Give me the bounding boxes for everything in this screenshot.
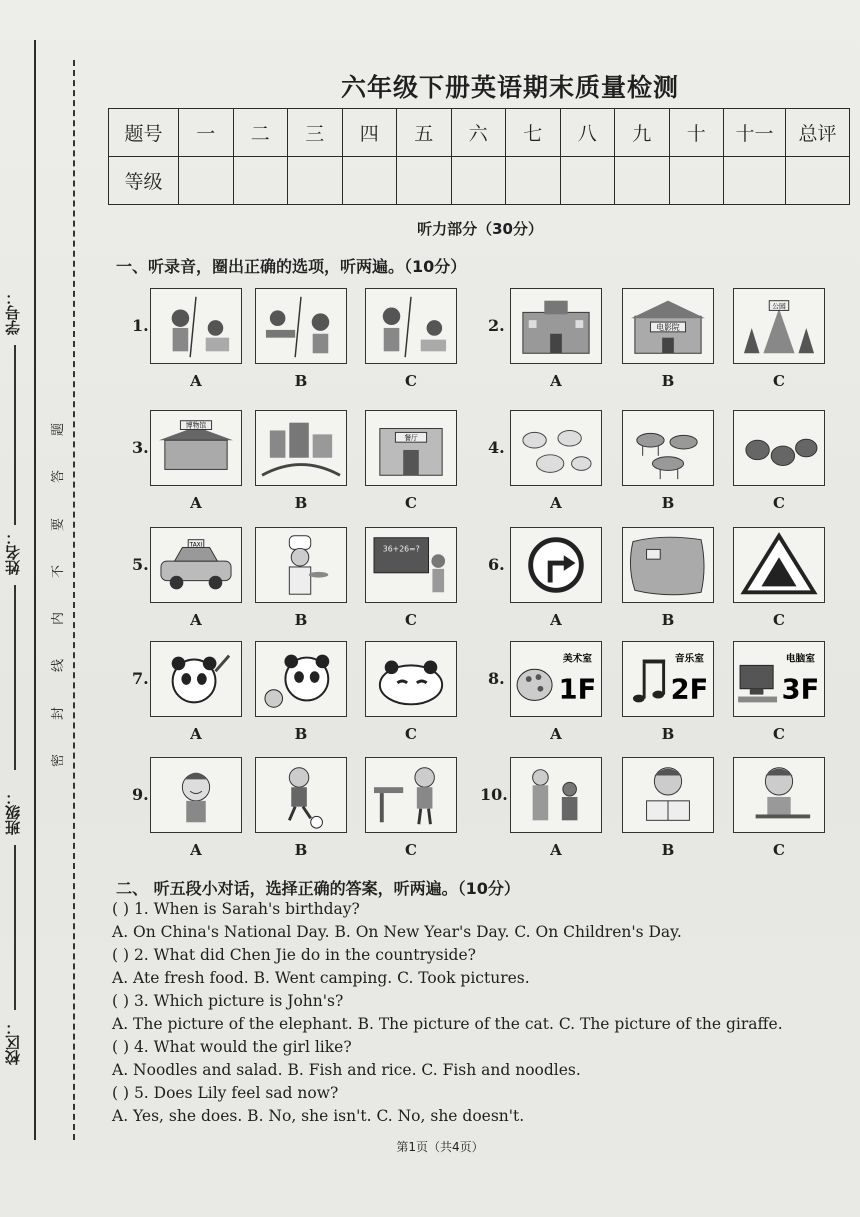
name-label: 姓名： bbox=[4, 530, 22, 575]
option-letter[interactable]: A bbox=[190, 841, 202, 859]
option-letter[interactable]: B bbox=[661, 611, 675, 629]
museum-icon[interactable] bbox=[150, 410, 242, 486]
seal-notice bbox=[44, 420, 70, 770]
name-blank bbox=[14, 585, 16, 770]
svg-text:电脑室: 电脑室 bbox=[785, 653, 815, 665]
score-cell: 五 bbox=[397, 109, 452, 157]
seal-char: 密 bbox=[51, 753, 67, 767]
option-letter[interactable]: A bbox=[190, 725, 202, 743]
map-icon[interactable] bbox=[622, 527, 714, 603]
grade-cell[interactable] bbox=[342, 157, 397, 205]
svg-text:1F: 1F bbox=[558, 674, 597, 706]
svg-text:餐厅: 餐厅 bbox=[404, 434, 418, 443]
taxi-icon[interactable] bbox=[150, 527, 242, 603]
seal-char: 内 bbox=[51, 612, 67, 626]
grade-row bbox=[109, 157, 850, 205]
option-letter[interactable]: B bbox=[661, 372, 675, 390]
question-number: 1. bbox=[132, 316, 149, 335]
girl-book-icon[interactable] bbox=[365, 288, 457, 364]
svg-text:美术室: 美术室 bbox=[562, 653, 592, 665]
option-letter[interactable]: C bbox=[405, 841, 417, 859]
score-table bbox=[108, 108, 850, 205]
option-letter[interactable]: C bbox=[773, 611, 785, 629]
score-cell: 题号 bbox=[109, 109, 179, 157]
svg-text:博物馆: 博物馆 bbox=[185, 421, 207, 430]
teacher-blackboard-icon[interactable] bbox=[365, 527, 457, 603]
score-cell: 八 bbox=[560, 109, 615, 157]
option-letter[interactable]: C bbox=[773, 841, 785, 859]
restaurant-icon[interactable] bbox=[365, 410, 457, 486]
option-letter[interactable]: A bbox=[550, 494, 562, 512]
option-letter[interactable]: C bbox=[405, 372, 417, 390]
horses-icon[interactable] bbox=[622, 410, 714, 486]
grade-cell[interactable] bbox=[724, 157, 786, 205]
school-building-icon[interactable] bbox=[510, 288, 602, 364]
grade-cell[interactable] bbox=[179, 157, 234, 205]
student-id-blank bbox=[14, 345, 16, 525]
score-cell: 十 bbox=[669, 109, 724, 157]
part1-instruction: 一、听录音，圈出正确的选项，听两遍。（10分） bbox=[116, 257, 467, 276]
computer-room-icon[interactable] bbox=[733, 641, 825, 717]
score-cell: 四 bbox=[342, 109, 397, 157]
art-room-icon[interactable] bbox=[510, 641, 602, 717]
family-icon[interactable] bbox=[510, 757, 602, 833]
score-cell: 二 bbox=[233, 109, 288, 157]
option-letter[interactable]: C bbox=[773, 372, 785, 390]
grade-cell[interactable] bbox=[397, 157, 452, 205]
class-blank bbox=[14, 845, 16, 1010]
answer-options-line: A. Yes, she does. B. No, she isn't. C. No, she doesn't. bbox=[112, 1107, 525, 1125]
boy-exercise-icon[interactable] bbox=[365, 757, 457, 833]
option-letter[interactable]: A bbox=[550, 725, 562, 743]
exam-title: 六年级下册英语期末质量检测 bbox=[340, 73, 679, 102]
score-cell: 三 bbox=[288, 109, 343, 157]
question-number: 6. bbox=[488, 555, 505, 574]
answer-options-line: A. Noodles and salad. B. Fish and rice. C. Fish and noodles. bbox=[112, 1061, 581, 1079]
city-street-icon[interactable] bbox=[255, 410, 347, 486]
grade-cell[interactable] bbox=[786, 157, 850, 205]
sheep-icon[interactable] bbox=[510, 410, 602, 486]
option-letter[interactable]: A bbox=[550, 611, 562, 629]
option-letter[interactable]: A bbox=[550, 841, 562, 859]
grade-cell[interactable] bbox=[451, 157, 506, 205]
seal-char: 要 bbox=[51, 517, 67, 531]
option-letter[interactable]: A bbox=[190, 372, 202, 390]
score-cell: 六 bbox=[451, 109, 506, 157]
score-cell: 九 bbox=[615, 109, 670, 157]
girl-teacher-icon[interactable] bbox=[150, 288, 242, 364]
panda-sleeping-icon[interactable] bbox=[365, 641, 457, 717]
grade-cell[interactable] bbox=[615, 157, 670, 205]
page-footer: 第1页（共4页） bbox=[396, 1140, 484, 1154]
option-letter[interactable]: A bbox=[550, 372, 562, 390]
hens-icon[interactable] bbox=[733, 410, 825, 486]
boy-football-icon[interactable] bbox=[255, 757, 347, 833]
svg-text:36+26=?: 36+26=? bbox=[382, 544, 420, 554]
answer-options-line: A. Ate fresh food. B. Went camping. C. Took pictures. bbox=[112, 969, 530, 987]
svg-text:TAXI: TAXI bbox=[189, 542, 203, 549]
option-letter[interactable]: B bbox=[661, 725, 675, 743]
seal-char: 封 bbox=[51, 706, 67, 720]
seal-char: 题 bbox=[51, 422, 67, 437]
grade-cell[interactable] bbox=[233, 157, 288, 205]
question-line: ( ) 5. Does Lily feel sad now? bbox=[112, 1084, 339, 1102]
option-letter[interactable]: A bbox=[190, 494, 202, 512]
svg-text:3F: 3F bbox=[781, 674, 820, 706]
option-letter[interactable]: B bbox=[661, 841, 675, 859]
option-letter[interactable]: B bbox=[294, 611, 308, 629]
cook-icon[interactable] bbox=[255, 527, 347, 603]
cinema-icon[interactable] bbox=[622, 288, 714, 364]
class-label: 班级： bbox=[4, 790, 22, 835]
binding-line bbox=[34, 40, 36, 1140]
boy-reading-icon[interactable] bbox=[622, 757, 714, 833]
svg-text:公园: 公园 bbox=[772, 302, 786, 311]
question-number: 4. bbox=[488, 438, 505, 457]
option-letter[interactable]: C bbox=[405, 611, 417, 629]
question-line: ( ) 3. Which picture is John's? bbox=[112, 992, 344, 1010]
question-number: 3. bbox=[132, 438, 149, 457]
girl-happy-icon[interactable] bbox=[150, 757, 242, 833]
seal-char: 线 bbox=[51, 659, 67, 673]
option-letter[interactable]: B bbox=[294, 841, 308, 859]
grade-cell[interactable] bbox=[669, 157, 724, 205]
girl-desk-icon[interactable] bbox=[255, 288, 347, 364]
question-number: 7. bbox=[132, 669, 149, 688]
svg-text:电影院: 电影院 bbox=[656, 322, 680, 332]
score-header-row bbox=[109, 109, 850, 157]
music-room-icon[interactable] bbox=[622, 641, 714, 717]
listening-section-title: 听力部分（30分） bbox=[417, 220, 543, 238]
question-line: ( ) 1. When is Sarah's birthday? bbox=[112, 900, 360, 918]
panda-eating-icon[interactable] bbox=[150, 641, 242, 717]
school-label: 校区： bbox=[4, 1020, 22, 1065]
student-id-label: 学号： bbox=[4, 290, 22, 335]
boy-writing-icon[interactable] bbox=[733, 757, 825, 833]
option-letter[interactable]: B bbox=[294, 494, 308, 512]
score-cell: 一 bbox=[179, 109, 234, 157]
question-number: 8. bbox=[488, 669, 505, 688]
option-letter[interactable]: C bbox=[773, 725, 785, 743]
answer-options-line: A. The picture of the elephant. B. The picture of the cat. C. The picture of the giraffe. bbox=[112, 1015, 783, 1033]
question-line: ( ) 2. What did Chen Jie do in the countryside? bbox=[112, 946, 476, 964]
grade-cell[interactable] bbox=[506, 157, 561, 205]
svg-text:2F: 2F bbox=[670, 674, 709, 706]
part2-instruction: 二、 听五段小对话，选择正确的答案，听两遍。（10分） bbox=[116, 879, 520, 898]
seal-char: 答 bbox=[51, 470, 67, 484]
park-gate-icon[interactable] bbox=[733, 288, 825, 364]
option-letter[interactable]: B bbox=[294, 372, 308, 390]
question-number: 9. bbox=[132, 785, 149, 804]
question-number: 10. bbox=[480, 785, 508, 804]
question-number: 2. bbox=[488, 316, 505, 335]
panda-ball-icon[interactable] bbox=[255, 641, 347, 717]
score-cell: 十一 bbox=[724, 109, 786, 157]
warning-sign-icon[interactable] bbox=[733, 527, 825, 603]
question-number: 5. bbox=[132, 555, 149, 574]
grade-label: 等级 bbox=[109, 157, 179, 205]
grade-cell[interactable] bbox=[560, 157, 615, 205]
grade-cell[interactable] bbox=[288, 157, 343, 205]
answer-options-line: A. On China's National Day. B. On New Year's Day. C. On Children's Day. bbox=[112, 923, 682, 941]
option-letter[interactable]: A bbox=[190, 611, 202, 629]
score-cell: 七 bbox=[506, 109, 561, 157]
option-letter[interactable]: B bbox=[294, 725, 308, 743]
seal-dashed-line bbox=[73, 60, 75, 1140]
option-letter[interactable]: B bbox=[661, 494, 675, 512]
option-letter[interactable]: C bbox=[405, 725, 417, 743]
question-line: ( ) 4. What would the girl like? bbox=[112, 1038, 352, 1056]
seal-char: 不 bbox=[51, 564, 67, 578]
svg-text:音乐室: 音乐室 bbox=[674, 653, 704, 665]
turn-right-sign-icon[interactable] bbox=[510, 527, 602, 603]
option-letter[interactable]: C bbox=[773, 494, 785, 512]
score-cell: 总评 bbox=[786, 109, 850, 157]
option-letter[interactable]: C bbox=[405, 494, 417, 512]
